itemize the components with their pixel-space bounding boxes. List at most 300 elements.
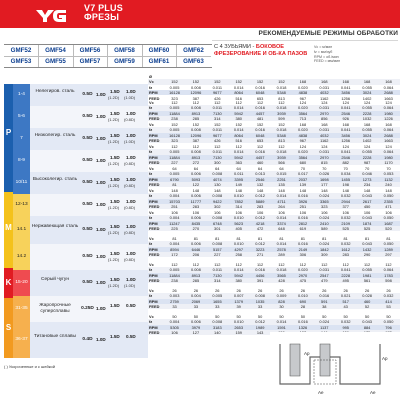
ap-value: 0.5D: [82, 227, 93, 232]
ae-2-short: (1.2D): [108, 183, 120, 188]
ap-value: 0.5D: [82, 158, 93, 163]
param-value: 3374: [277, 220, 286, 226]
param-value: 0.016: [255, 105, 265, 111]
param-value: 238: [171, 278, 178, 284]
param-label: RPM: [149, 176, 158, 182]
param-value: 1289: [384, 246, 393, 252]
ae-3-short: (1.0D): [124, 283, 136, 288]
param-value: 112: [171, 144, 178, 149]
param-label: fz: [149, 127, 153, 133]
param-value: 391: [256, 278, 264, 284]
param-value: 0.011: [233, 171, 244, 177]
param-value: 0.050: [383, 215, 394, 221]
param-value: 81: [386, 236, 391, 241]
param-value: 0.041: [340, 105, 351, 111]
param-value: 3223: [255, 246, 265, 252]
ae-2: 1.5D: [110, 133, 120, 138]
param-value: 64: [172, 166, 177, 171]
param-value: 1455: [341, 176, 351, 182]
param-value: 240: [385, 182, 392, 188]
unit-note: FEED = мм/мин: [314, 59, 341, 64]
param-value: 0.005: [212, 293, 223, 299]
param-value: 0.008: [191, 84, 201, 90]
param-value: 106: [171, 330, 178, 336]
param-value: 152: [192, 79, 200, 85]
param-value: 1226: [384, 116, 393, 122]
diagram-label-ae-right: Ae: [370, 390, 376, 395]
param-value: 28: [300, 304, 306, 310]
param-value: 1591: [277, 324, 286, 330]
param-value: 7852: [234, 198, 244, 204]
param-value: 26: [343, 288, 348, 293]
param-value: 0.005: [169, 149, 180, 155]
param-row: [148, 193, 400, 198]
param-value: 81: [257, 236, 263, 241]
param-row: [148, 160, 400, 165]
param-value: 0.014: [233, 84, 244, 90]
param-value: 152: [278, 79, 285, 85]
material-code: 7: [20, 136, 23, 141]
param-value: 26: [364, 288, 370, 293]
param-value: 152: [278, 122, 285, 127]
param-label: fz: [149, 149, 153, 155]
param-value: 0.008: [191, 149, 201, 155]
param-value: 460: [363, 298, 371, 304]
param-value: 70: [343, 166, 348, 171]
param-value: 297: [385, 252, 392, 258]
param-value: 2970: [319, 154, 329, 160]
param-value: 314: [235, 204, 242, 210]
param-value: 6048: [255, 90, 265, 96]
param-value: 112: [256, 144, 264, 149]
param-row: [148, 319, 400, 324]
param-value: 285: [192, 116, 200, 122]
param-value: 323: [321, 204, 328, 210]
param-row: [148, 241, 400, 246]
param-value: 0.024: [319, 319, 330, 325]
param-value: 8064: [234, 90, 244, 96]
param-label: Vc: [149, 236, 154, 241]
param-value: 4032: [319, 132, 329, 138]
param-value: 135: [278, 182, 285, 188]
param-value: 7130: [212, 154, 222, 160]
param-label: RPM: [149, 298, 158, 304]
param-value: 148: [299, 188, 307, 193]
material-name: Серый чугун: [41, 277, 69, 282]
param-value: 124: [342, 100, 349, 105]
param-value: 26: [172, 288, 177, 293]
param-value: 0.014: [276, 241, 287, 247]
param-value: 387: [192, 138, 200, 144]
param-value: 995: [342, 324, 349, 330]
param-value: 52: [364, 304, 370, 310]
brand-title: [84, 4, 123, 22]
param-label: Vc: [149, 288, 154, 293]
ae-3-short: (0.8D): [124, 257, 136, 262]
param-value: 1273: [362, 176, 372, 182]
param-value: 0.016: [255, 149, 265, 155]
material-group-label: K: [5, 278, 12, 287]
param-value: 0.041: [340, 149, 351, 155]
param-label: FEED: [149, 330, 160, 336]
param-value: 598: [385, 278, 392, 284]
param-value: 112: [299, 262, 306, 267]
param-value: 12096: [190, 90, 202, 96]
param-value: 0.014: [276, 215, 287, 221]
param-value: 0.016: [255, 267, 265, 273]
param-value: 517: [342, 298, 349, 304]
material-name: Жаропрочные суперсплавы: [39, 303, 71, 314]
param-value: 227: [171, 160, 178, 166]
param-value: 50: [236, 314, 241, 319]
param-value: 6048: [255, 132, 265, 138]
param-value: 127: [192, 330, 200, 336]
param-value: 0.014: [276, 193, 287, 199]
param-label: RPM: [149, 220, 158, 226]
param-value: 70: [322, 166, 327, 171]
param-value: 306: [299, 252, 307, 258]
param-value: 9677: [212, 132, 222, 138]
ae-2: 1.5D: [110, 89, 120, 94]
param-value: 2970: [319, 110, 329, 116]
param-row: [148, 127, 400, 132]
param-value: 690: [299, 298, 307, 304]
param-value: 0.055: [362, 105, 372, 111]
param-value: 4032: [319, 90, 329, 96]
param-value: 50: [172, 314, 177, 319]
param-value: 4456: [255, 272, 265, 278]
param-value: 0.004: [169, 215, 180, 221]
param-value: 148: [235, 188, 242, 193]
param-value: 0.055: [362, 84, 372, 90]
cutting-diagram-icon: [270, 332, 400, 400]
param-label: FEED: [149, 116, 160, 122]
param-value: 1981: [362, 272, 372, 278]
param-value: 0.011: [212, 149, 223, 155]
param-label: RPM: [149, 110, 158, 116]
ae-1: 1.0D: [96, 114, 106, 119]
param-label: FEED: [149, 95, 160, 101]
param-value: 2410: [319, 220, 329, 226]
ae-3: 1.0D: [126, 89, 136, 94]
param-value: 0.016: [319, 293, 330, 299]
param-row: [148, 171, 400, 176]
param-value: 0.011: [212, 105, 223, 111]
param-value: 33: [215, 304, 220, 310]
param-row: [148, 105, 400, 110]
param-value: 0.031: [319, 105, 330, 111]
param-value: 264: [278, 204, 285, 210]
headline-line-1: [214, 44, 314, 51]
param-value: 2653: [234, 324, 244, 330]
param-value: 0.018: [276, 149, 287, 155]
param-label: Vc: [149, 314, 154, 319]
param-value: 967: [299, 138, 307, 144]
param-value: 112: [235, 262, 242, 267]
param-value: 0.011: [212, 84, 223, 90]
param-value: 8913: [191, 110, 201, 116]
param-value: 0.014: [233, 105, 244, 111]
param-label: FEED: [149, 204, 160, 210]
param-value: 106: [299, 210, 307, 215]
param-value: 0.005: [169, 127, 180, 133]
section-headline: [214, 44, 314, 66]
param-value: 2546: [341, 154, 351, 160]
param-value: 0.020: [298, 149, 308, 155]
param-value: 2228: [341, 272, 351, 278]
param-value: 0.032: [340, 319, 351, 325]
param-value: 33: [193, 304, 199, 310]
unit-note: RPM = об./мин: [314, 54, 339, 59]
param-value: 472: [256, 226, 264, 232]
param-row: [148, 90, 400, 95]
param-value: 0.010: [298, 293, 308, 299]
param-value: 653: [256, 95, 264, 101]
param-value: 106: [171, 210, 178, 215]
param-value: 387: [192, 95, 200, 101]
param-label: Vc: [149, 262, 154, 267]
material-code: 1-4: [18, 92, 25, 97]
diagram-label-ap: Ap: [304, 351, 310, 356]
material-code: 8-9: [18, 158, 25, 163]
param-value: 9677: [212, 90, 222, 96]
param-value: 0.011: [212, 267, 223, 273]
ae-3-short: (1.0D): [124, 139, 136, 144]
param-value: 520: [385, 226, 392, 232]
param-value: 1655: [212, 298, 222, 304]
param-value: 426: [214, 95, 221, 101]
param-value: 0.010: [233, 193, 244, 199]
param-value: 2109: [341, 220, 351, 226]
param-value: 270: [192, 226, 200, 232]
param-value: 290: [363, 252, 371, 258]
param-value: 50: [257, 314, 263, 319]
param-value: 2228: [362, 110, 372, 116]
param-value: 124: [321, 100, 328, 105]
param-value: 1874: [362, 220, 372, 226]
param-value: 11247: [169, 220, 180, 226]
param-value: 148: [256, 188, 264, 193]
param-value: 50: [322, 314, 327, 319]
param-value: 0.050: [383, 193, 394, 199]
param-value: 0.016: [298, 319, 308, 325]
param-value: 234: [363, 182, 371, 188]
param-value: 2617: [362, 198, 372, 204]
param-value: 566: [278, 160, 285, 166]
param-value: 987: [363, 160, 371, 166]
param-value: 0.020: [298, 105, 308, 111]
param-value: 112: [192, 262, 199, 267]
material-band: [4, 84, 13, 192]
param-value: 4457: [255, 110, 265, 116]
param-value: 112: [214, 100, 221, 105]
param-label: fz: [149, 193, 153, 199]
param-value: 450: [363, 204, 371, 210]
param-label: fz: [149, 171, 153, 177]
param-value: 0.034: [340, 171, 351, 177]
header-bar: [0, 0, 400, 28]
param-value: 2578: [277, 246, 286, 252]
material-name: Нелегиров. сталь: [35, 89, 75, 94]
material-code: 31-35: [15, 306, 28, 311]
param-label: FEED: [149, 182, 160, 188]
param-value: 33: [172, 304, 177, 310]
param-value: 0.008: [212, 241, 223, 247]
param-value: 1132: [384, 176, 393, 182]
param-value: 4711: [277, 198, 286, 204]
param-value: 0.055: [362, 149, 372, 155]
param-value: 301: [214, 226, 221, 232]
param-label: fz: [149, 215, 153, 221]
param-value: 3456: [341, 132, 351, 138]
param-value: 1663: [384, 95, 393, 101]
ae-2: 1.5D: [110, 251, 120, 256]
param-value: 1162: [320, 95, 329, 101]
param-value: 3565: [277, 272, 286, 278]
param-value: 0.012: [255, 319, 265, 325]
param-value: 112: [278, 144, 285, 149]
param-value: 653: [256, 138, 264, 144]
yg-logo-icon: [34, 7, 68, 23]
param-value: 1402: [362, 138, 372, 144]
param-label: Vc: [149, 122, 154, 127]
param-label: RPM: [149, 246, 158, 252]
param-row: [148, 182, 400, 187]
param-value: 1326: [298, 324, 308, 330]
param-value: 112: [214, 262, 221, 267]
param-value: 0.043: [362, 193, 372, 199]
param-value: 0.041: [340, 84, 351, 90]
param-value: 2228: [362, 154, 372, 160]
page-subtitle: РЕКОМЕНДУЕМЫЕ РЕЖИМЫ ОБРАБОТКИ: [258, 30, 398, 37]
param-value: 26: [193, 288, 199, 293]
param-label: FEED: [149, 278, 160, 284]
param-value: 7130: [212, 272, 222, 278]
param-value: 206: [192, 252, 200, 258]
diagram-label-ap-right: Ap: [382, 356, 388, 361]
ae-2-short: (1.2D): [108, 95, 120, 100]
param-value: 159: [235, 330, 242, 336]
param-value: 0.005: [169, 84, 180, 90]
param-value: 0.014: [233, 267, 244, 273]
ae-1: 1.0D: [96, 180, 106, 185]
param-value: 81: [193, 236, 199, 241]
param-label: fz: [149, 84, 153, 90]
param-value: 2944: [341, 198, 351, 204]
headline-line-2: ФРЕЗЕРОВАНИЕ И ОБ-КА ПАЗОВ: [214, 51, 308, 57]
param-value: 149: [235, 182, 242, 188]
ae-2: 1.5D: [110, 155, 120, 160]
param-row: [148, 149, 400, 154]
param-value: 148: [321, 188, 328, 193]
ae-3: 1.0D: [126, 155, 136, 160]
param-value: 0.031: [319, 127, 330, 133]
param-value: 2149: [298, 246, 308, 252]
param-value: 0.014: [233, 127, 244, 133]
param-value: 0.031: [319, 267, 330, 273]
param-value: 0.064: [383, 267, 394, 273]
param-value: 2037: [298, 176, 308, 182]
param-value: 9422: [212, 198, 222, 204]
series-cell: GMF61: [142, 56, 177, 67]
param-value: 112: [192, 144, 199, 149]
ae-3: 0.5D: [126, 334, 136, 339]
param-value: 124: [363, 100, 371, 105]
param-value: 152: [214, 122, 221, 127]
param-value: 168: [342, 122, 349, 127]
param-value: 5348: [277, 90, 286, 96]
param-value: 168: [342, 79, 349, 85]
param-value: 363: [235, 160, 242, 166]
param-value: 0.032: [340, 241, 351, 247]
param-value: 30: [279, 304, 284, 310]
param-label: Vc: [149, 210, 154, 215]
param-label: Vc: [149, 166, 154, 171]
param-value: 2688: [384, 132, 393, 138]
ae-3: 0.5D: [126, 303, 136, 308]
ap-value: 0.5D: [82, 136, 93, 141]
ae-2-short: (1.2D): [108, 117, 120, 122]
series-grid: [4, 44, 212, 68]
ae-2: 1.5D: [110, 277, 120, 282]
param-value: 152: [256, 79, 264, 85]
material-name: Высоколегир. сталь: [32, 177, 78, 182]
param-label: fz: [149, 293, 153, 299]
param-value: 0.041: [340, 127, 351, 133]
param-label: FEED: [149, 304, 160, 310]
param-value: 168: [363, 79, 371, 85]
param-value: 227: [214, 252, 221, 258]
param-row: [148, 267, 400, 272]
param-value: 3024: [362, 90, 372, 96]
param-value: 0.026: [319, 171, 330, 177]
param-row: [148, 304, 400, 309]
param-value: 0.032: [383, 293, 394, 299]
param-value: 112: [278, 262, 285, 267]
param-value: 0.032: [340, 215, 351, 221]
param-value: 0.006: [191, 215, 201, 221]
param-value: 0.016: [298, 193, 308, 199]
param-value: 479: [321, 278, 328, 284]
param-value: 3024: [362, 132, 372, 138]
param-value: 168: [299, 79, 307, 85]
param-value: 64: [193, 166, 199, 171]
param-value: 2970: [298, 272, 308, 278]
param-value: 81: [172, 236, 177, 241]
param-value: 0.016: [255, 127, 265, 133]
param-row: [148, 293, 400, 298]
param-value: 3183: [212, 324, 222, 330]
ap-value: 0.5D: [82, 202, 93, 207]
param-value: 0.016: [298, 215, 308, 221]
param-row: [148, 215, 400, 220]
param-value: 70: [300, 166, 306, 171]
param-row: [148, 138, 400, 143]
param-value: 0.005: [169, 267, 180, 273]
ap-value: 0.5D: [82, 280, 93, 285]
param-value: 882: [342, 160, 349, 166]
param-value: 106: [385, 210, 392, 215]
param-row: [148, 252, 400, 257]
param-value: 300: [214, 160, 221, 166]
param-value: 122: [192, 182, 200, 188]
param-value: 0.024: [319, 241, 330, 247]
param-value: 426: [214, 138, 221, 144]
param-label: Vc: [149, 79, 154, 85]
param-value: 2546: [255, 176, 265, 182]
param-value: 796: [385, 324, 392, 330]
param-value: 130: [214, 182, 221, 188]
